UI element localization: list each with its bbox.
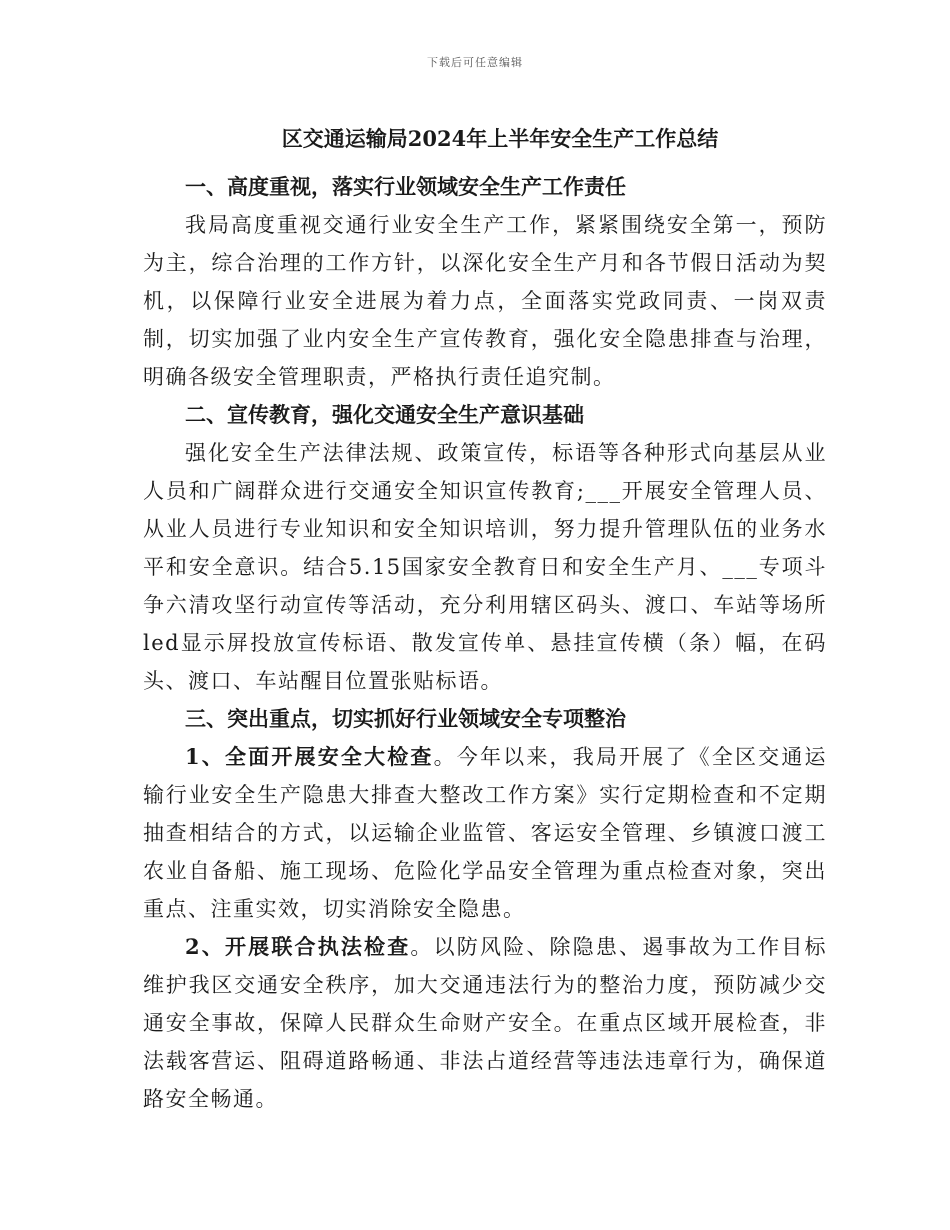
paragraph-text: 。以防风险、除隐患、遏事故为工作目标维护我区交通安全秩序，加大交通违法行为的整治力度，预防减少交通安全事故，保障人民群众生命财产安全。在重点区域开展检查，非法载客营运、阻碍道路畅通、非法占道经营等违法违章行为，确保道路安全畅通。	[143, 935, 827, 1111]
paragraph-lead: 1、全面开展安全大检查	[185, 744, 434, 769]
section-2	[143, 396, 827, 700]
paragraph-lead: 2、开展联合执法检查	[185, 934, 411, 959]
section-heading: 二、宣传教育，强化交通安全生产意识基础	[185, 402, 584, 427]
section-paragraph	[143, 928, 827, 1118]
section-paragraph	[143, 434, 827, 700]
section-paragraph	[143, 738, 827, 928]
paragraph-text: 我局高度重视交通行业安全生产工作，紧紧围绕安全第一，预防为主，综合治理的工作方针，以深化安全生产月和各节假日活动为契机，以保障行业安全进展为着力点，全面落实党政同责、一岗双责制，切实加强了业内安全生产宣传教育，强化安全隐患排查与治理，明确各级安全管理职责，严格执行责任追究制。	[143, 213, 827, 389]
document-title: 区交通运输局2024年上半年安全生产工作总结	[281, 126, 719, 151]
section-3	[143, 700, 827, 1118]
section-heading: 一、高度重视，落实行业领域安全生产工作责任	[185, 174, 626, 199]
paragraph-text: 强化安全生产法律法规、政策宣传，标语等各种形式向基层从业人员和广阔群众进行交通安全知识宣传教育;___开展安全管理人员、从业人员进行专业知识和安全知识培训，努力提升管理队伍的业务水平和安全意识。结合5.15国家安全教育日和安全生产月、___专项斗争六清攻坚行动宣传等活动，充分利用辖区码头、渡口、车站等场所led显示屏投放宣传标语、散发宣传单、悬挂宣传横（条）幅，在码头、渡口、车站醒目位置张贴标语。	[143, 441, 827, 693]
section-heading: 三、突出重点，切实抓好行业领域安全专项整治	[185, 706, 626, 731]
document-body	[143, 120, 827, 1118]
header-note: 下载后可任意编辑	[427, 56, 523, 69]
section-1	[143, 168, 827, 396]
paragraph-text: 。今年以来，我局开展了《全区交通运输行业安全生产隐患大排查大整改工作方案》实行定期检查和不定期抽查相结合的方式，以运输企业监管、客运安全管理、乡镇渡口渡工农业自备船、施工现场、危险化学品安全管理为重点检查对象，突出重点、注重实效，切实消除安全隐患。	[143, 745, 827, 921]
section-paragraph	[143, 206, 827, 396]
